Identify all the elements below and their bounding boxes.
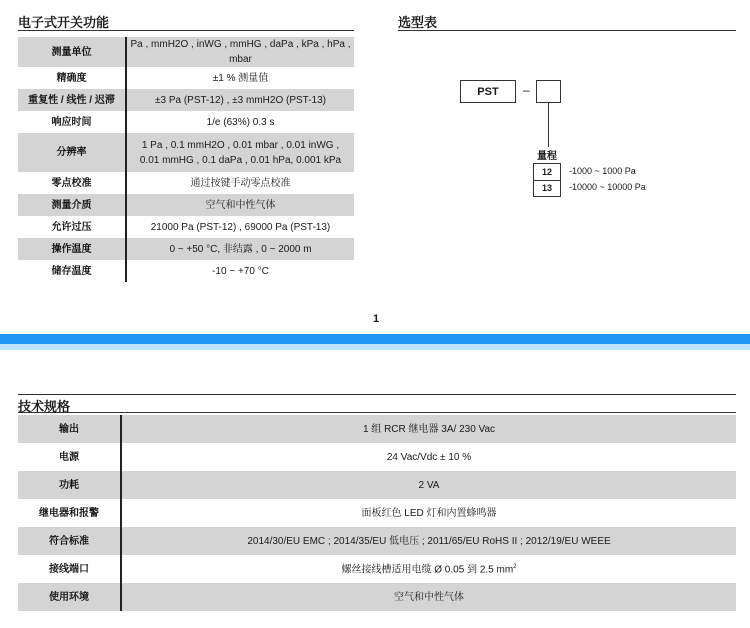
spec-key: 测量单位 [18, 37, 126, 67]
model-box: PST [460, 80, 516, 103]
spec-value: 通过按键手动零点校准 [126, 172, 354, 194]
spec-value: 空气和中性气体 [126, 194, 354, 216]
spec-key: 继电器和报警 [18, 499, 121, 527]
spec-key: 零点校准 [18, 172, 126, 194]
tech-specs-title: 技术规格 [18, 394, 736, 413]
spec-value: 0 ~ +50 °C, 非结露 , 0 ~ 2000 m [126, 238, 354, 260]
table-row [18, 89, 354, 111]
spec-key: 分辨率 [18, 133, 126, 172]
spec-key: 重复性 / 线性 / 迟滞 [18, 89, 126, 111]
spec-value-text: 螺丝接线槽适用电缆 Ø 0.05 到 2.5 mm [341, 564, 514, 576]
spec-value-line: 1 Pa , 0.1 mmH2O , 0.01 mbar , 0.01 inWG , [141, 139, 340, 151]
superscript: 2 [513, 564, 517, 571]
page-divider-band [0, 334, 750, 344]
spec-key: 电源 [18, 443, 121, 471]
spec-value: 1/e (63%) 0.3 s [126, 111, 354, 133]
spec-key: 储存温度 [18, 260, 126, 282]
table-row [18, 583, 736, 611]
table-row [18, 216, 354, 238]
spec-value: 24 Vac/Vdc ± 10 % [121, 443, 736, 471]
table-row [18, 443, 736, 471]
range-value: -10000 ~ 10000 Pa [569, 182, 646, 192]
page-divider-band-light [0, 344, 750, 350]
tech-specs-table [18, 415, 736, 611]
spec-key: 测量介质 [18, 194, 126, 216]
spec-value: ±3 Pa (PST-12) , ±3 mmH2O (PST-13) [126, 89, 354, 111]
electronic-switch-title: 电子式开关功能 [18, 12, 354, 31]
table-row [18, 415, 736, 443]
range-select-box [536, 80, 561, 103]
spec-key: 允许过压 [18, 216, 126, 238]
spec-value [121, 555, 736, 583]
spec-key: 操作温度 [18, 238, 126, 260]
spec-value: ±1 % 测量值 [126, 67, 354, 89]
range-code: 12 [541, 167, 552, 177]
electronic-switch-table [18, 37, 354, 282]
page-number: 1 [373, 313, 380, 325]
table-row [18, 471, 736, 499]
spec-value: 空气和中性气体 [121, 583, 736, 611]
spec-key: 精确度 [18, 67, 126, 89]
spec-value: -10 ~ +70 °C [126, 260, 354, 282]
table-row [18, 194, 354, 216]
spec-key: 符合标准 [18, 527, 121, 555]
range-code: 13 [541, 183, 552, 193]
range-value: -1000 ~ 1000 Pa [569, 166, 636, 176]
spec-value: 1 组 RCR 继电器 3A/ 230 Vac [121, 415, 736, 443]
spec-value: Pa , mmH2O , inWG , mmHG , daPa , kPa , hPa , mbar [126, 37, 354, 67]
spec-key: 响应时间 [18, 111, 126, 133]
spec-value: 2014/30/EU EMC ; 2014/35/EU 低电压 ; 2011/65/EU RoHS II ; 2012/19/EU WEEE [121, 527, 736, 555]
spec-value [126, 133, 354, 172]
spec-key: 功耗 [18, 471, 121, 499]
spec-key: 接线端口 [18, 555, 121, 583]
range-code-box [533, 163, 561, 197]
spec-value: 21000 Pa (PST-12) , 69000 Pa (PST-13) [126, 216, 354, 238]
table-row [18, 172, 354, 194]
table-row [18, 67, 354, 89]
table-row [18, 555, 736, 583]
spec-value: 2 VA [121, 471, 736, 499]
table-row [18, 238, 354, 260]
selection-title: 选型表 [398, 12, 736, 31]
table-row [18, 499, 736, 527]
range-divider [534, 180, 560, 181]
model-dash: – [523, 83, 530, 97]
table-row [18, 111, 354, 133]
spec-value-line: 0.01 mmHG , 0.1 daPa , 0.01 hPa, 0.001 kPa [139, 154, 342, 166]
spec-key: 输出 [18, 415, 121, 443]
spec-key: 使用环境 [18, 583, 121, 611]
spec-value: 面板红色 LED 灯和内置蜂鸣器 [121, 499, 736, 527]
table-row [18, 260, 354, 282]
table-row [18, 133, 354, 172]
range-label: 量程 [537, 151, 557, 162]
table-row [18, 37, 354, 67]
connector-line [548, 103, 549, 147]
table-row [18, 527, 736, 555]
